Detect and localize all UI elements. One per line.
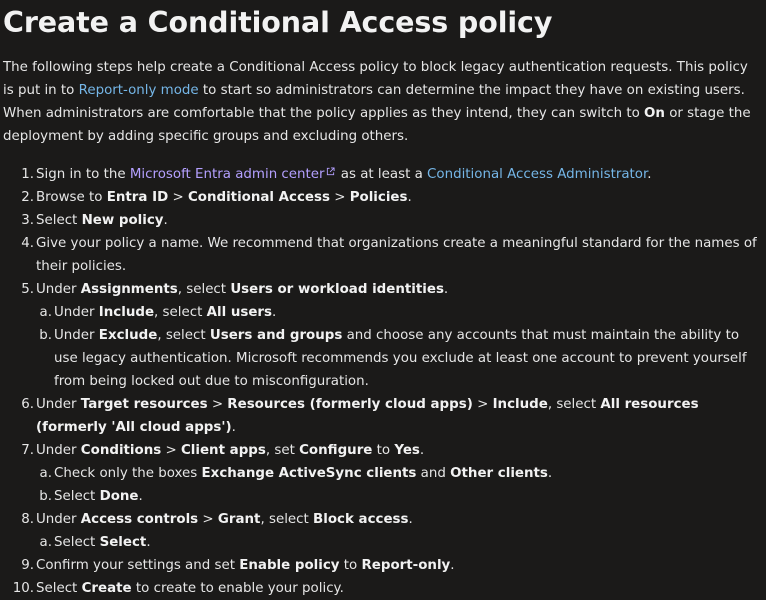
step-text: . (443, 282, 449, 297)
step-bold: Exchange ActiveSync clients (201, 466, 417, 481)
step-bold: Include (98, 305, 155, 320)
step-bold: Other clients (450, 466, 548, 481)
step-bold: Access controls (80, 512, 199, 527)
sub-step-letter: a. (39, 535, 52, 550)
step-number: 1. (21, 167, 34, 182)
step-bold: Done (99, 489, 139, 504)
step-text: , select (157, 328, 210, 343)
step-text: Under (54, 328, 99, 343)
step-bold: Exclude (98, 328, 158, 343)
sub-step-letter: b. (39, 328, 52, 343)
step-5 (3, 278, 761, 393)
step-bold: Target resources (80, 397, 208, 412)
step-text: Under (36, 443, 81, 458)
step-bold: New policy (81, 213, 164, 228)
step-text: . (271, 305, 277, 320)
step-bold: Conditional Access (187, 190, 330, 205)
step-text: . (231, 420, 236, 435)
step-text: . (138, 489, 143, 504)
step-text: Browse to (36, 190, 107, 205)
step-bold: Resources (formerly cloud apps) (227, 397, 473, 412)
sub-steps-list (36, 301, 761, 393)
external-link-icon (326, 167, 335, 176)
step-bold: Configure (299, 443, 373, 458)
step-text: > (472, 397, 493, 412)
step-text: as at least a (336, 167, 428, 182)
on-bold: On (644, 106, 665, 121)
step-text: Select (54, 489, 100, 504)
step-4 (3, 232, 761, 278)
step-text: > (207, 397, 228, 412)
intro-text-1: The following steps help create a Conditional Access policy to block legacy authentication requests. This policy is put in to (3, 60, 748, 98)
step-number: 7. (21, 443, 34, 458)
step-text: Sign in to the (36, 167, 130, 182)
step-text: to (339, 558, 362, 573)
step-1 (3, 163, 761, 186)
step-number: 4. (21, 236, 34, 251)
step-number: 5. (21, 282, 34, 297)
step-text: . (408, 512, 413, 527)
step-bold: Create (81, 581, 132, 596)
step-bold: Grant (217, 512, 261, 527)
step-text: . (547, 466, 553, 481)
step-number: 9. (21, 558, 34, 573)
article (3, 0, 761, 600)
step-text: . (647, 167, 652, 182)
step-10 (3, 577, 761, 600)
step-7a (36, 462, 761, 485)
step-text: and choose any accounts that must maintain the ability to use legacy authentication. Microsoft recommends you exclude at least one account to prevent yourself from being locked out due to misconfiguration. (54, 328, 747, 389)
step-7 (3, 439, 761, 508)
step-text: to (372, 443, 395, 458)
sub-step-letter: b. (39, 489, 52, 504)
page-title: Create a Conditional Access policy (3, 6, 553, 39)
step-3 (3, 209, 761, 232)
step-bold: Conditions (80, 443, 162, 458)
sub-step-letter: a. (39, 305, 52, 320)
step-bold: All resources (formerly 'All cloud apps') (36, 397, 699, 435)
step-text: Select (36, 213, 82, 228)
sub-step-letter: a. (39, 466, 52, 481)
entra-admin-center-link[interactable]: Microsoft Entra admin center (129, 167, 325, 182)
step-text: . (163, 213, 168, 228)
step-text: and (416, 466, 451, 481)
step-text: Under (36, 512, 81, 527)
step-bold: Client apps (180, 443, 266, 458)
step-5a (36, 301, 761, 324)
step-text: Under (54, 305, 99, 320)
sub-steps-list (36, 531, 761, 554)
step-text: . (450, 558, 455, 573)
step-text: to create to enable your policy. (131, 581, 344, 596)
step-bold: Entra ID (106, 190, 169, 205)
step-bold: Report-only (361, 558, 451, 573)
step-bold: All users (206, 305, 272, 320)
sub-steps-list (36, 462, 761, 508)
step-text: > (198, 512, 218, 527)
step-2 (3, 186, 761, 209)
step-text: > (161, 443, 181, 458)
step-number: 6. (21, 397, 34, 412)
conditional-access-administrator-link[interactable]: Conditional Access Administrator (427, 167, 648, 182)
intro-text-2: to start so administrators can determine the impact they have on existing users. When administrators are comfortable that the policy applies as they intend, they can switch to (3, 83, 745, 121)
step-bold: Users and groups (209, 328, 343, 343)
step-8a (36, 531, 761, 554)
step-text: Confirm your settings and set (36, 558, 240, 573)
intro-text-3: or stage the deployment by adding specific groups and excluding others. (3, 106, 751, 144)
intro-paragraph (3, 56, 761, 148)
step-text: > (329, 190, 350, 205)
step-number: 2. (21, 190, 34, 205)
step-9 (3, 554, 761, 577)
step-text: . (407, 190, 412, 205)
step-bold: Block access (313, 512, 409, 527)
step-number: 3. (21, 213, 34, 228)
step-bold: Users or workload identities (230, 282, 444, 297)
step-text: , select (154, 305, 207, 320)
step-text: , set (265, 443, 300, 458)
step-bold: Include (492, 397, 548, 412)
step-text: , select (177, 282, 231, 297)
step-text: Under (36, 397, 81, 412)
step-7b (36, 485, 761, 508)
step-8 (3, 508, 761, 554)
report-only-mode-link[interactable]: Report-only mode (78, 83, 199, 98)
step-text: . (146, 535, 151, 550)
step-6 (3, 393, 761, 439)
step-text: Select (36, 581, 82, 596)
step-text: . (419, 443, 425, 458)
step-text: Under (36, 282, 81, 297)
step-bold: Enable policy (239, 558, 340, 573)
step-bold: Assignments (80, 282, 178, 297)
step-number: 8. (21, 512, 34, 527)
step-text: Check only the boxes (54, 466, 202, 481)
step-5b (36, 324, 761, 393)
step-number: 10. (12, 581, 34, 596)
step-text: Give your policy a name. We recommend that organizations create a meaningful standard for the names of their policies. (36, 236, 757, 274)
step-text: , select (260, 512, 314, 527)
steps-list (3, 163, 761, 600)
step-bold: Policies (349, 190, 408, 205)
step-bold: Select (99, 535, 147, 550)
step-bold: Yes (394, 443, 420, 458)
step-text: Select (54, 535, 100, 550)
step-text: > (168, 190, 188, 205)
step-text: , select (547, 397, 601, 412)
